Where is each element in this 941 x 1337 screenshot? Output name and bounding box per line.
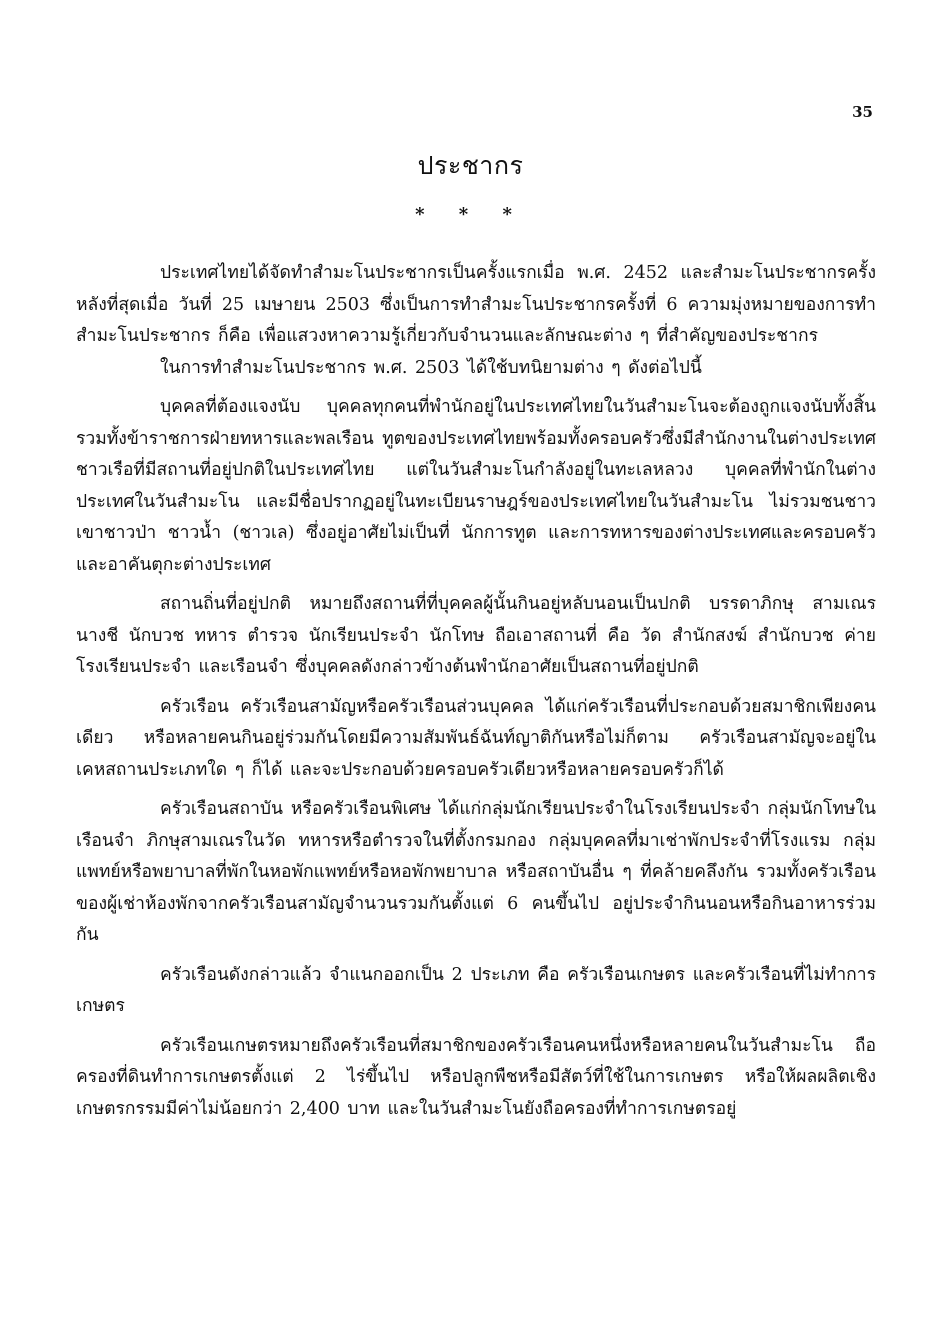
page-number: 35 [852,103,873,121]
paragraph-agricultural-household: ครัวเรือนเกษตรหมายถึงครัวเรือนที่สมาชิกของครัวเรือนคนหนึ่งหรือหลายคนในวันสำมะโน ถือครองที่ดินทำการเกษตรตั้งแต่ 2 ไร่ขึ้นไป หรือปลูกพืชหรือมีสัตว์ที่ใช้ในการเกษตร หรือให้ผลผลิตเชิงเกษตรกรรมมีค่าไม่น้อยกว่า 2,400 บาท และในวันสำมะโนยังถือครองที่ทำการเกษตรอยู่ [76,1035,876,1119]
paragraph-household-types: ครัวเรือนดังกล่าวแล้ว จำแนกออกเป็น 2 ประเภท คือ ครัวเรือนเกษตร และครัวเรือนที่ไม่ทำการเกษตร [76,964,876,1016]
paragraph-private-household: ครัวเรือน ครัวเรือนสามัญหรือครัวเรือนส่วนบุคคล ได้แก่ครัวเรือนที่ประกอบด้วยสมาชิกเพียงคนเดียว หรือหลายคนกินอยู่ร่วมกันโดยมีความสัมพันธ์ฉันท์ญาติกันหรือไม่ก็ตาม ครัวเรือนสามัญจะอยู่ในเคหสถานประเภทใด ๆ ก็ได้ และจะประกอบด้วยครอบครัวเดียวหรือหลายครอบครัวก็ได้ [76,696,876,780]
paragraph-intro: ประเทศไทยได้จัดทำสำมะโนประชากรเป็นครั้งแรกเมื่อ พ.ศ. 2452 และสำมะโนประชากรครั้งหลังที่สุดเมื่อ วันที่ 25 เมษายน 2503 ซึ่งเป็นการทำสำมะโนประชากรครั้งที่ 6 ความมุ่งหมายของการทำสำมะโนประชากร ก็คือ เพื่อแสวงหาความรู้เกี่ยวกับจำนวนและลักษณะต่าง ๆ ที่สำคัญของประชากร [76,263,876,346]
paragraph-institutional-household: ครัวเรือนสถาบัน หรือครัวเรือนพิเศษ ได้แก่กลุ่มนักเรียนประจำในโรงเรียนประจำ กลุ่มนักโทษในเรือนจำ ภิกษุสามเณรในวัด ทหารหรือตำรวจในที่ตั้งกรมกอง กลุ่มบุคคลที่มาเช่าพักประจำที่โรงแรม กลุ่มแพทย์หรือพยาบาลที่พักในหอพักแพทย์หรือหอพักพยาบาล หรือสถาบันอื่น ๆ ที่คล้ายคลึงกัน รวมทั้งครัวเรือนของผู้เช่าห้องพักจากครัวเรือนสามัญจำนวนรวมกันตั้งแต่ 6 คนขึ้นไป อยู่ประจำกินนอนหรือกินอาหารร่วมกัน [76,799,876,945]
page-title: ประชากร [417,151,524,180]
paragraph-usual-residence: สถานถิ่นที่อยู่ปกติ หมายถึงสถานที่ที่บุคคลผู้นั้นกินอยู่หลับนอนเป็นปกติ บรรดาภิกษุ สามเณร นางชี นักบวช ทหาร ตำรวจ นักเรียนประจำ นักโทษ ถือเอาสถานที่ คือ วัด สำนักสงฆ์ สำนักบวช ค่าย โรงเรียนประจำ และเรือนจำ ซึ่งบุคคลดังกล่าวข้างต้นพำนักอาศัยเป็นสถานที่อยู่ปกติ [76,594,876,677]
section-divider: * * * [415,204,526,225]
paragraph-persons-enumerated: บุคคลที่ต้องแจงนับ บุคคลทุกคนที่พำนักอยู่ในประเทศไทยในวันสำมะโนจะต้องถูกแจงนับทั้งสิ้น รวมทั้งข้าราชการฝ่ายทหารและพลเรือน ทูตของประเทศไทยพร้อมทั้งครอบครัวซึ่งมีสำนักงานในต่างประเทศ ชาวเรือที่มีสถานที่อยู่ปกติในประเทศไทย แต่ในวันสำมะโนกำลังอยู่ในทะเลหลวง บุคคลที่พำนักในต่างประเทศในวันสำมะโน และมีชื่อปรากฏอยู่ในทะเบียนราษฎร์ของประเทศไทยในวันสำมะโน ไม่รวมชนชาวเขาชาวป่า ชาวน้ำ (ชาวเล) ซึ่งอยู่อาศัยไม่เป็นที่ นักการทูต และการทหารของต่างประเทศและครอบครัว และอาคันตุกะต่างประเทศ [76,397,876,575]
body-text [76,258,876,1133]
paragraph-definitions-lead: ในการทำสำมะโนประชากร พ.ศ. 2503 ได้ใช้บทนิยามต่าง ๆ ดังต่อไปนี้ [160,357,702,378]
